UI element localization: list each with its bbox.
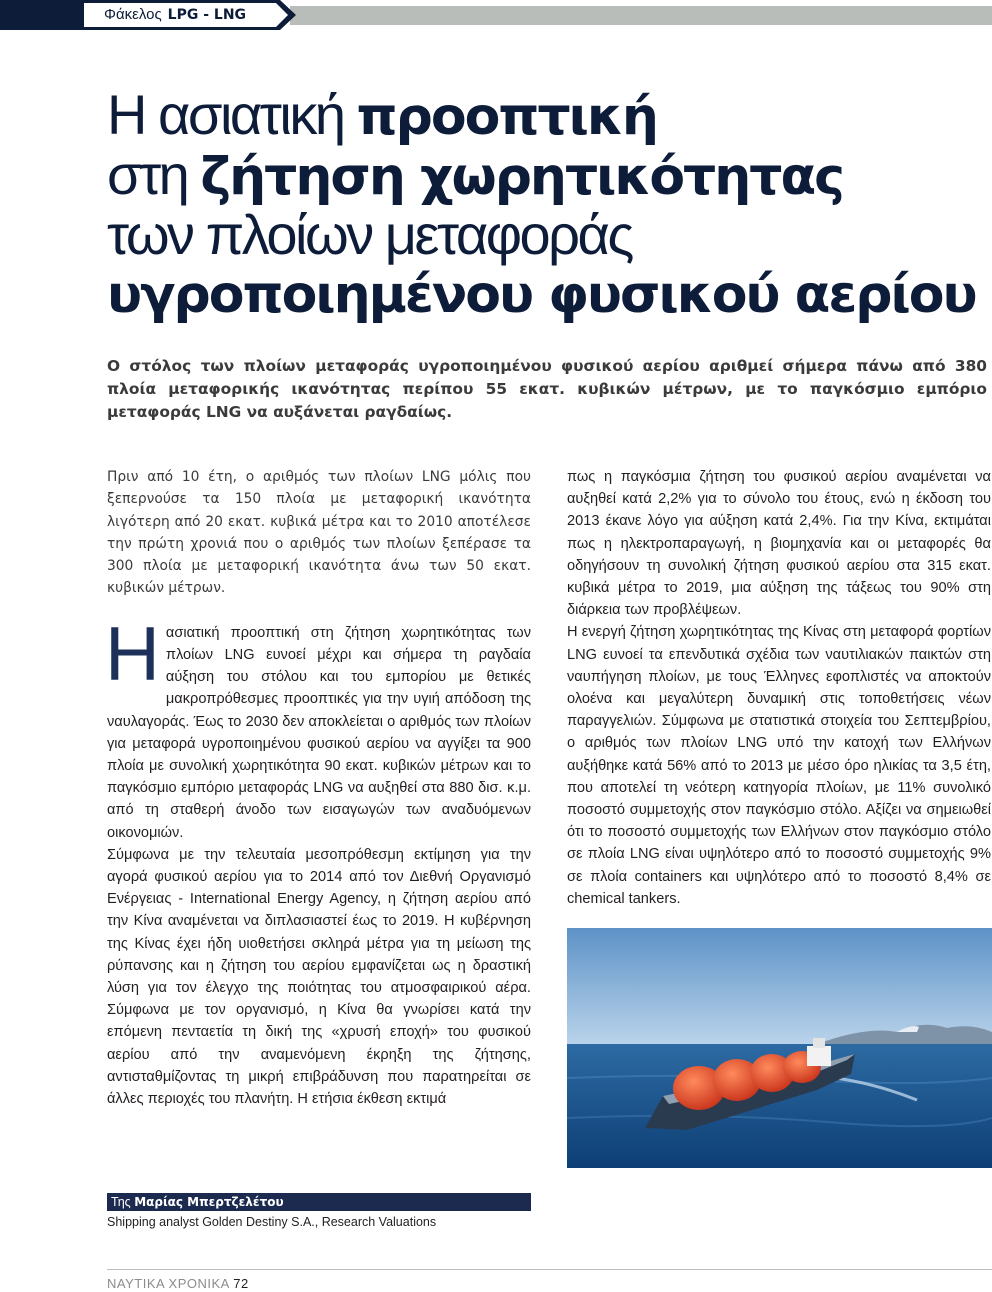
left-paragraph-1-text: ασιατική προοπτική στη ζήτηση χωρητικότητας των πλοίων LNG ευνοεί μέχρι και σήμερα τη ραγδαία αύξηση του στόλου και του εμπορίου με θετικές μακροπρόθεσμες προοπτικές για την υγιή απόδοση της ναυλαγοράς. Έως το 2030 δεν αποκλείεται ο αριθμός των πλοίων για μεταφορά υγροποιημένου φυσικού αερίου να αγγίξει τα 900 πλοία με συνολική χωρητικότητα 90 εκατ. κυβικών μέτρων και το παγκόσμιο εμπόριο μεταφοράς LNG να αυξηθεί στα 880 δισ. κ.μ. από τη σταθερή άνοδο των εισαγωγών των αναδυόμενων οικονομιών. (107, 624, 531, 841)
section-header-bar (290, 6, 992, 25)
author-affiliation: Shipping analyst Golden Destiny S.A., Research Valuations (107, 1215, 437, 1229)
section-topic: LPG - LNG (167, 7, 247, 23)
footer-rule (107, 1269, 992, 1270)
right-paragraph-2: Η ενεργή ζήτηση χωρητικότητας της Κίνας στη μεταφορά φορτίων LNG ευνοεί τα επενδυτικά σχέδια των ναυτιλιακών παικτών στη ναυπήγηση πλοίων, με τους Έλληνες εφοπλιστές να αποκτούν ολοένα και μεγαλύτερη δυναμική στις τοποθετήσεις νέων παραγγελιών. Σύμφωνα με στατιστικά στοιχεία του Σεπτεμβρίου, ο αριθμός των πλοίων LNG υπό την κατοχή των Ελλήνων αυξήθηκε κατά 56% από το 2013 με μέσο όρο ηλικίας τα 3,5 έτη, που αποτελεί τη νεότερη κατηγορία πλοίων, με 11% συνολικό ποσοστό συμμετοχής στον παγκόσμιο στόλο. Αξίζει να σημειωθεί ότι το ποσοστό συμμετοχής των Ελλήνων στον παγκόσμιο στόλο σε πλοία LNG είναι υψηλότερο από το ποσοστό συμμετοχής 9% σε πλοία containers και υψηλότερο από το ποσοστό 8,4% σε chemical tankers. (567, 624, 991, 907)
lng-carrier-photo (567, 928, 992, 1168)
headline-line-3 (107, 203, 987, 266)
author-bar (107, 1193, 531, 1211)
headline-line-2-thin: στη (107, 143, 201, 206)
section-label-text: Φάκελος (104, 6, 162, 23)
headline-line-4-bold: υγροποιημένου φυσικού αερίου (107, 265, 976, 325)
right-column (567, 466, 991, 910)
right-paragraph-1: πως η παγκόσμια ζήτηση του φυσικού αερίου αναμένεται να αυξηθεί κατά 2,2% για το σύνολο του έτους, ενώ η έκδοση του 2013 έκανε λόγο για αύξηση κατά 2,4%. Για την Κίνα, εκτιμάται πως η ηλεκτροπαραγωγή, η βιομηχανία και οι μεταφορές θα οδηγήσουν τη συνολική ζήτηση φυσικού αερίου στα 315 εκατ. κυβικά μέτρα το 2019, μια αύξηση της τάξεως του 90% στη διάρκεια των προβλέψεων. (567, 469, 991, 619)
headline-line-4 (107, 266, 987, 324)
author-prefix: Της (111, 1195, 131, 1209)
left-paragraph-1 (105, 611, 531, 844)
headline-line-2-bold: ζήτηση χωρητικότητας (200, 147, 843, 207)
headline-line-1 (107, 83, 987, 147)
page-number: 72 (233, 1276, 249, 1291)
headline-line-3-thin: των πλοίων μεταφοράς (107, 203, 632, 266)
left-column (107, 466, 531, 1110)
left-paragraph-2: Σύμφωνα με την τελευταία μεσοπρόθεσμη εκτίμηση για την αγορά φυσικού αερίου για το 2014 από τον Διεθνή Οργανισμό Ενέργειας - International Energy Agency, η ζήτηση αερίου από την Κίνα αναμένεται να διπλασιαστεί έως το 2019. Η κυβέρνηση της Κίνας έχει ήδη υιοθετήσει σκληρά μέτρα για τη μείωση της ρύπανσης και η ζήτηση του αερίου εμφανίζεται ως η δραστική λύση για τον έλεγχο της ποιότητας του ατμοσφαιρικού αέρα. Σύμφωνα με τον οργανισμό, η Κίνα θα γνωρίσει κατά την επόμενη πενταετία τη δική της «χρυσή εποχή» του φυσικού αερίου από την αναμενόμενη έκρηξη της ζήτησης, αντισταθμίζοντας τη μικρή επιβράδυνση που παρατηρείται σε άλλες περιοχές του πλανήτη. Η ετήσια έκθεση εκτιμά (107, 846, 531, 1108)
headline-line-2 (107, 143, 987, 207)
lead-paragraph: Ο στόλος των πλοίων μεταφοράς υγροποιημένου φυσικού αερίου αριθμεί σήμερα πάνω από 380 πλοία μεταφορικής ικανότητας περίπου 55 εκατ. κυβικών μέτρων, με το παγκόσμιο εμπόριο μεταφοράς LNG να αυξάνεται ραγδαίως. (107, 357, 987, 421)
intro-paragraph: Πριν από 10 έτη, ο αριθμός των πλοίων LNG μόλις που ξεπερνούσε τα 150 πλοία με μεταφορική ικανότητα λιγότερη από 20 εκατ. κυβικά μέτρα και το 2010 αποτέλεσε την πρώτη χρονιά που ο αριθμός των πλοίων ξεπέρασε τα 300 πλοία με μεταφορική ικανότητα άνω των 50 εκατ. κυβικών μέτρων. (107, 469, 531, 597)
headline-line-1-thin: Η ασιατική (107, 83, 357, 146)
lng-carrier-illustration (567, 928, 992, 1168)
publication-name: ΝΑΥΤΙΚΑ ΧΡΟΝΙΚΑ (107, 1276, 230, 1291)
page-footer (107, 1276, 249, 1292)
headline (107, 83, 987, 325)
section-header (0, 0, 992, 30)
author-name: Μαρίας Μπερτζελέτου (134, 1195, 284, 1209)
headline-line-1-bold: προοπτική (356, 87, 657, 147)
drop-cap: Η (105, 611, 160, 697)
section-label (104, 6, 246, 24)
